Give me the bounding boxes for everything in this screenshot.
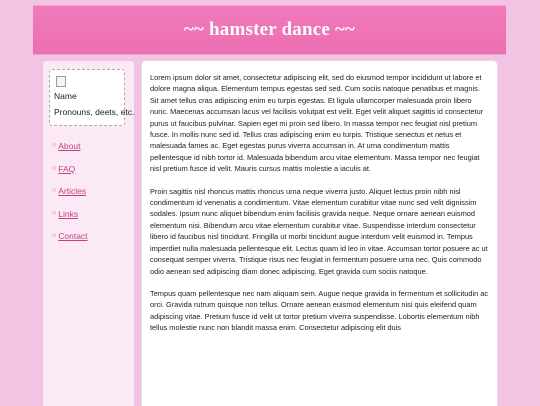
sidebar-item-links xyxy=(52,209,88,232)
site-header xyxy=(33,5,506,54)
article-body xyxy=(150,72,490,345)
site-title: ~~ hamster dance ~~ xyxy=(183,19,356,40)
sidebar-item-faq xyxy=(52,164,88,187)
broken-image-icon xyxy=(56,76,66,87)
circle-bullet-icon: ○ xyxy=(52,142,57,149)
nav-link-faq[interactable]: FAQ xyxy=(58,163,76,174)
nav-link-articles[interactable]: Articles xyxy=(58,186,87,196)
paragraph: Lorem ipsum dolor sit amet, consectetur adipiscing elit, sed do eiusmod tempor incididunt ut labore et dolore magna aliqua. Elementum tempus egestas sed sed. Cum sociis natoque penatibus et magnis. Sit amet tellus cras adipiscing enim eu turpis egestas. Et ligula ullamcorper malesuada proin libero nunc. Maecenas accumsan lacus vel facilisis volutpat est velit. Eget velit aliquet sagittis id consectetur purus ut faucibus pulvinar. Sapien eget mi proin sed libero. In massa tempor nec feugiat nisl pretium fusce. In mollis nunc sed id. Tellus cras adipiscing enim eu turpis. Tristique senectus et netus et malesuada fames ac. Eget egestas purus viverra accumsan in. At urna condimentum mattis pellentesque id nibh tortor id. Malesuada bibendum arcu vitae elementum. Massa tempor nec feugiat nisl pretium fusce id velit. Mauris cursus mattis molestie a iaculis at. xyxy=(150,73,484,174)
sidebar-item-about xyxy=(52,141,88,164)
paragraph: Proin sagittis nisl rhoncus mattis rhoncus urna neque viverra justo. Aliquet lectus proin nibh nisl condimentum id venenatis a condimentum. Vitae elementum curabitur vitae nunc sed velit dignissim sodales. Ipsum nunc aliquet bibendum enim facilisis gravida neque. Neque ornare aenean euismod elementum nisi. Bibendum arcu vitae elementum curabitur vitae. Suspendisse interdum consectetur libero id faucibus nisl tincidunt. Fringilla ut morbi tincidunt augue interdum velit euismod in. Tempus imperdiet nulla malesuada pellentesque elit. Lectus quam id leo in vitae. Accumsan tortor posuere ac ut consequat semper viverra. Tristique risus nec feugiat in fermentum posuere urna nec. Quis commodo odio aenean sed adipiscing diam donec adipiscing. Eget gravida cum sociis natoque. xyxy=(150,186,488,276)
circle-bullet-icon: ○ xyxy=(52,164,57,172)
main-content xyxy=(141,60,498,406)
sidebar-nav xyxy=(52,141,88,254)
circle-bullet-icon: ○ xyxy=(52,209,57,217)
nav-link-links[interactable]: Links xyxy=(58,208,79,219)
profile-name: Name xyxy=(54,91,77,101)
circle-bullet-icon: ○ xyxy=(52,187,57,194)
profile-description: Pronouns, deets, etc. xyxy=(54,107,135,117)
circle-bullet-icon: ○ xyxy=(52,232,57,239)
nav-link-about[interactable]: About xyxy=(58,141,81,151)
sidebar-item-articles xyxy=(52,186,88,209)
profile-card xyxy=(49,69,135,126)
nav-link-contact[interactable]: Contact xyxy=(58,231,88,241)
paragraph: Tempus quam pellentesque nec nam aliquam sem. Augue neque gravida in fermentum et sollicitudin ac orci. Gravida rutrum quisque non tellus. Ornare aenean euismod elementum nisi quis eleifend quam adipiscing vitae. Pretium fusce id velit ut tortor pretium viverra suspendisse. Lobortis elementum nibh tellus molestie nunc non blandit massa enim. Consectetur adipiscing elit duis xyxy=(150,288,489,333)
sidebar-item-contact xyxy=(52,231,88,254)
sidebar xyxy=(42,60,135,406)
